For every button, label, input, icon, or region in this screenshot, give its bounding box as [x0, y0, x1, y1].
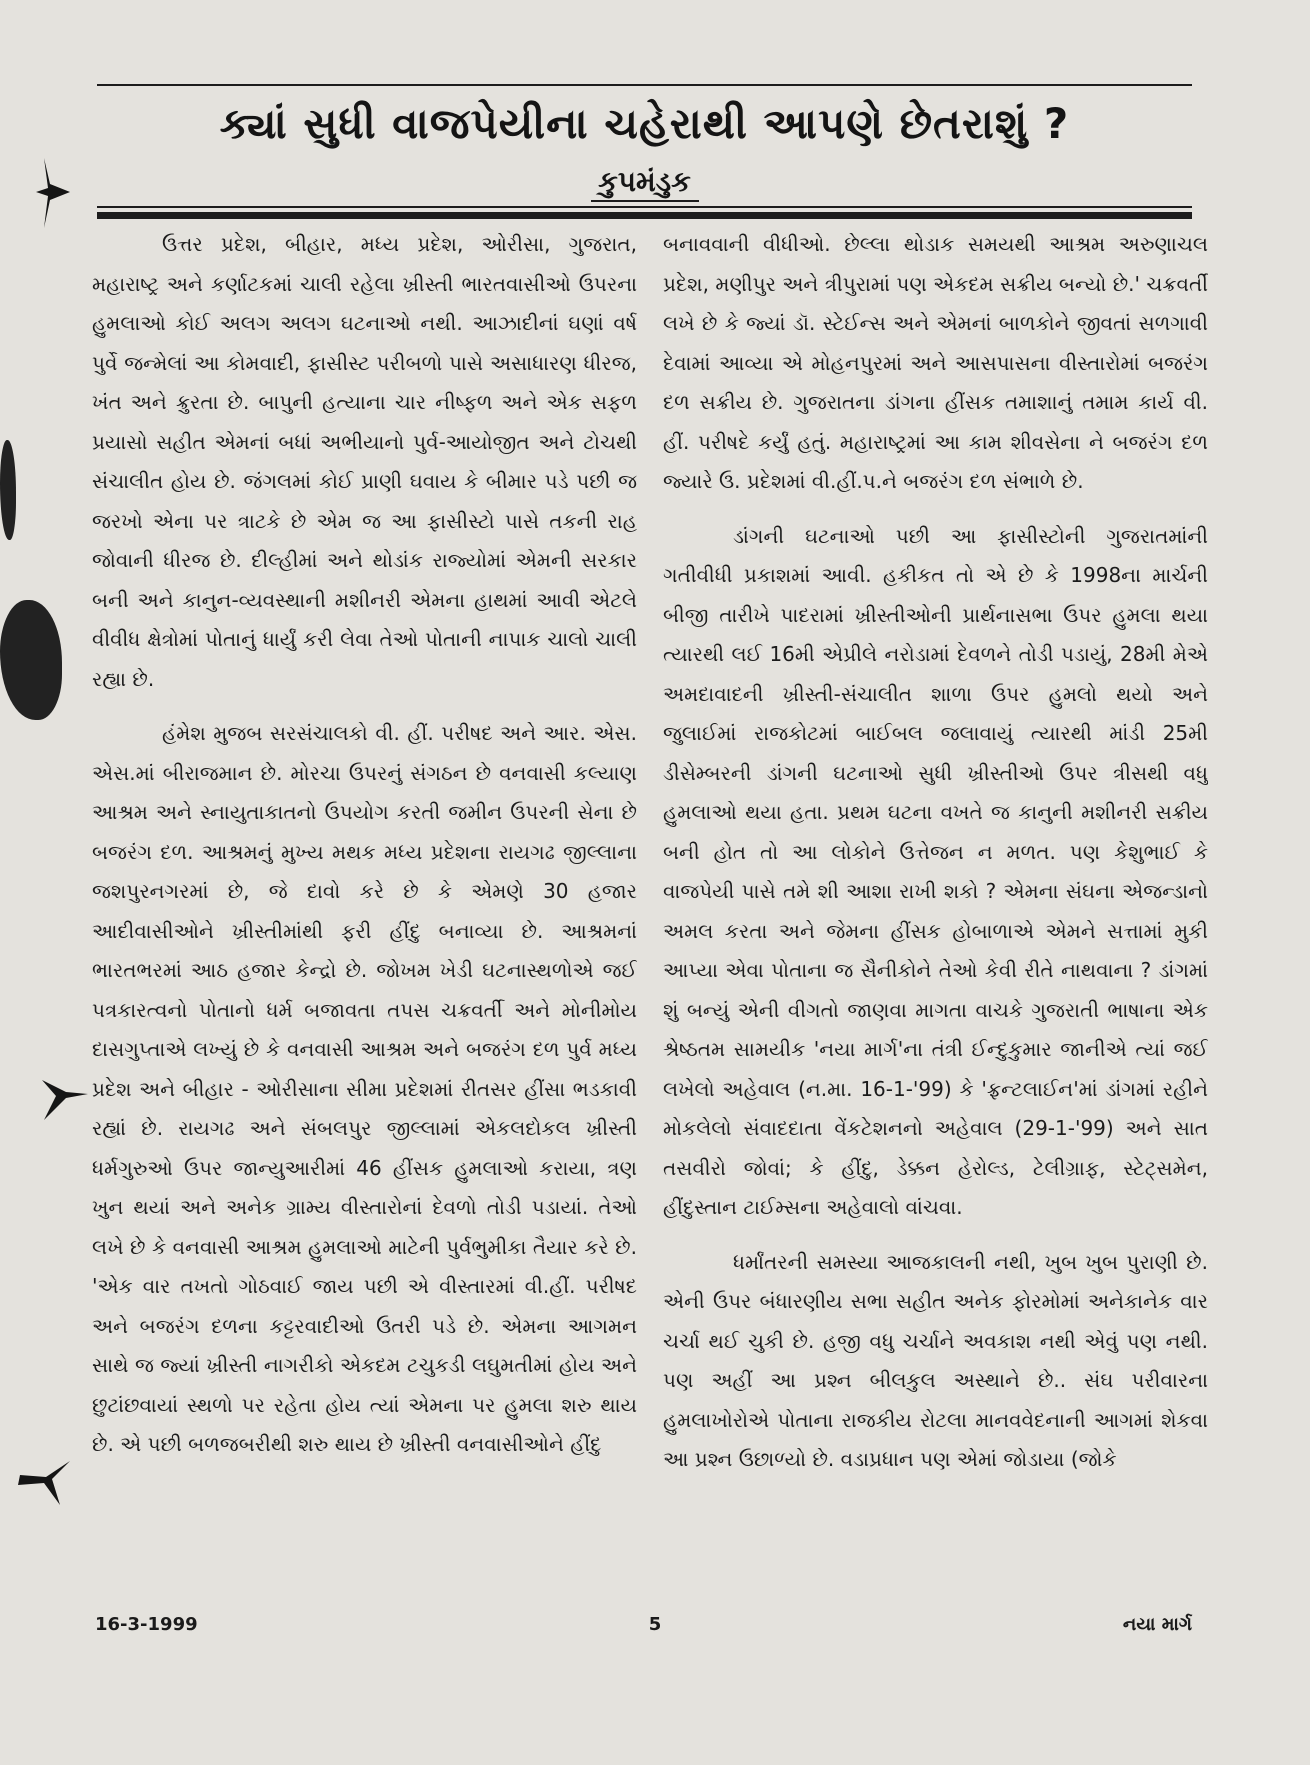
- torn-edge: [0, 600, 62, 720]
- footer-date: 16-3-1999: [95, 1614, 198, 1635]
- paragraph-3: ડાંગની ઘટનાઓ પછી આ ફાસીસ્ટોની ગુજરાતમાંની ગતીવીધી પ્રકાશમાં આવી. હકીકત તો એ છે કે 1998ના માર્ચની બીજી તારીખે પાદરામાં ખ્રીસ્તીઓની પ્રાર્થનાસભા ઉપર હુમલા થયા ત્યારથી લઈ 16મી એપ્રીલે નરોડામાં દેવળને તોડી પડાયું, 28મી મેએ અમદાવાદની ખ્રીસ્તી-સંચાલીત શાળા ઉપર હુમલો થયો અને જુલાઈમાં રાજકોટમાં બાઈબલ જલાવાયું ત્યારથી માંડી 25મી ડીસેમ્બરની ડાંગની ઘટનાઓ સુધી ખ્રીસ્તીઓ ઉપર ત્રીસથી વધુ હુમલાઓ થયા હતા. પ્રથમ ઘટના વખતે જ કાનુની મશીનરી સક્રીય બની હોત તો આ લોકોને ઉત્તેજન ન મળત. પણ કેશુભાઈ કે વાજપેયી પાસે તમે શી આશા રાખી શકો ? એમના સંઘના એજન્ડાનો અમલ કરતા અને જેમના હીંસક હોબાળાએ એમને સત્તામાં મુકી આપ્યા એવા પોતાના જ સૈનીકોને તેઓ કેવી રીતે નાથવાના ? ડાંગમાં શું બન્યું એની વીગતો જાણવા માગતા વાચકે ગુજરાતી ભાષાના એક શ્રેષ્ઠતમ સામયીક 'નયા માર્ગ'ના તંત્રી ઈન્દુકુમાર જાનીએ ત્યાં જઈ લખેલો અહેવાલ (ન.મા. 16-1-'99) કે 'ફ્રન્ટલાઈન'માં ડાંગમાં રહીને મોકલેલો સંવાદદાતા વેંકટેશનનો અહેવાલ (29-1-'99) અને સાત તસવીરો જોવાં; કે હીંદુ, ડેક્કન હેરોલ્ડ, ટેલીગ્રાફ, સ્ટેટ્સમેન, હીંદુસ્તાન ટાઈમ્સના અહેવાલો વાંચવા.: [663, 523, 1208, 1219]
- right-column: [663, 225, 1208, 1765]
- paragraph-4: ધર્માંતરની સમસ્યા આજકાલની નથી, ખુબ ખુબ પુરાણી છે. એની ઉપર બંધારણીય સભા સહીત અનેક ફોરમોમાં અનેકાનેક વાર ચર્ચા થઈ ચુકી છે. હજી વધુ ચર્ચાને અવકાશ નથી એવું પણ નથી. પણ અહીં આ પ્રશ્ન બીલકુલ અસ્થાને છે.. સંઘ પરીવારના હુમલાખોરોએ પોતાના રાજકીય રોટલા માનવવેદનાની આગમાં શેકવા આ પ્રશ્ન ઉછાળ્યો છે. વડાપ્રધાન પણ એમાં જોડાયા (જોકે: [663, 1249, 1208, 1471]
- footer-page-number: 5: [648, 1614, 662, 1635]
- footer-magazine-name: નયા માર્ગ: [1122, 1614, 1192, 1635]
- margin-arrow-icon: [40, 1072, 90, 1128]
- paragraph-2-continued: બનાવવાની વીધીઓ. છેલ્લા થોડાક સમયથી આશ્રમ અરુણાચલ પ્રદેશ, મણીપુર અને ત્રીપુરામાં પણ એકદમ સક્રીય બન્યો છે.' ચક્રવર્તી લખે છે કે જ્યાં ડૉ. સ્ટેઈન્સ અને એમનાં બાળકોને જીવતાં સળગાવી દેવામાં આવ્યા એ મોહનપુરમાં અને આસપાસના વીસ્તારોમાં બજરંગ દળ સક્રીય છે. ગુજરાતના ડાંગના હીંસક તમાશાનું તમામ કાર્ય વી. હીં. પરીષદે કર્યું હતું. મહારાષ્ટ્રમાં આ કામ શીવસેના ને બજરંગ દળ જ્યારે ઉ. પ્રદેશમાં વી.હીં.પ.ને બજરંગ દળ સંભાળે છે.: [663, 232, 1208, 493]
- margin-bullet-icon: [36, 158, 72, 228]
- header-rule-thin: [97, 206, 1192, 208]
- header-rule-thick: [97, 212, 1192, 219]
- paragraph-2: હંમેશ મુજબ સરસંચાલકો વી. હીં. પરીષદ અને આર. એસ. એસ.માં બીરાજમાન છે. મોરચા ઉપરનું સંગઠન છે વનવાસી કલ્યાણ આશ્રમ અને સ્નાયુતાકાતનો ઉપયોગ કરતી જમીન ઉપરની સેના છે બજરંગ દળ. આશ્રમનું મુખ્ય મથક મધ્ય પ્રદેશના રાયગઢ જીલ્લાના જશપુરનગરમાં છે, જે દાવો કરે છે કે એમણે 30 હજાર આદીવાસીઓને ખ્રીસ્તીમાંથી ફરી હીંદુ બનાવ્યા છે. આશ્રમનાં ભારતભરમાં આઠ હજાર કેન્દ્રો છે. જોખમ ખેડી ઘટનાસ્થળોએ જઈ પત્રકારત્વનો પોતાનો ધર્મ બજાવતા તપસ ચક્રવર્તી અને મોનીમોય દાસગુપ્તાએ લખ્યું છે કે વનવાસી આશ્રમ અને બજરંગ દળ પુર્વ મધ્ય પ્રદેશ અને બીહાર - ઓરીસાના સીમા પ્રદેશમાં રીતસર હીંસા ભડકાવી રહ્યાં છે. રાયગઢ અને સંબલપુર જીલ્લામાં એકલદોકલ ખ્રીસ્તી ધર્મગુરુઓ ઉપર જાન્યુઆરીમાં 46 હીંસક હુમલાઓ કરાયા, ત્રણ ખુન થયાં અને અનેક ગ્રામ્ય વીસ્તારોનાં દેવળો તોડી પડાયાં. તેઓ લખે છે કે વનવાસી આશ્રમ હુમલાઓ માટેની પુર્વભુમીકા તૈયાર કરે છે. 'એક વાર તખતો ગોઠવાઈ જાય પછી એ વીસ્તારમાં વી.હીં. પરીષદ અને બજરંગ દળના કટ્ટરવાદીઓ ઉતરી પડે છે. એમના આગમન સાથે જ જ્યાં ખ્રીસ્તી નાગરીકો એકદમ ટચુકડી લઘુમતીમાં હોય અને છુટાંછવાયાં સ્થળો પર રહેતા હોય ત્યાં એમના પર હુમલા શરુ થાય છે. એ પછી બળજબરીથી શરુ થાય છે ખ્રીસ્તી વનવાસીઓને હીંદુ: [92, 721, 637, 1456]
- top-rule: [97, 84, 1192, 86]
- author-underline: [591, 200, 699, 202]
- torn-edge-upper: [0, 440, 16, 540]
- margin-arrow-icon-lower: [16, 1455, 72, 1507]
- article-author: કુપમંડુક: [598, 165, 691, 198]
- article-title: ક્યાં સુધી વાજપેયીના ચહેરાથી આપણે છેતરાશું ?: [219, 99, 1070, 148]
- left-column: [92, 225, 637, 1765]
- paragraph-1: ઉત્તર પ્રદેશ, બીહાર, મધ્ય પ્રદેશ, ઓરીસા, ગુજરાત, મહારાષ્ટ્ર અને કર્ણાટકમાં ચાલી રહેલા ખ્રીસ્તી ભારતવાસીઓ ઉપરના હુમલાઓ કોઈ અલગ અલગ ઘટનાઓ નથી. આઝાદીનાં ઘણાં વર્ષ પુર્વે જન્મેલાં આ કોમવાદી, ફાસીસ્ટ પરીબળો પાસે અસાધારણ ધીરજ, ખંત અને ક્રુરતા છે. બાપુની હત્યાના ચાર નીષ્ફળ અને એક સફળ પ્રયાસો સહીત એમનાં બધાં અભીયાનો પુર્વ-આયોજીત અને ટોચથી સંચાલીત હોય છે. જંગલમાં કોઈ પ્રાણી ઘવાય કે બીમાર પડે પછી જ જરખો એના પર ત્રાટકે છે એમ જ આ ફાસીસ્ટો પાસે તકની રાહ જોવાની ધીરજ છે. દીલ્હીમાં અને થોડાંક રાજ્યોમાં એમની સરકાર બની અને કાનુન-વ્યવસ્થાની મશીનરી એમના હાથમાં આવી એટલે વીવીધ ક્ષેત્રોમાં પોતાનું ધાર્યું કરી લેવા તેઓ પોતાની નાપાક ચાલો ચાલી રહ્યા છે.: [92, 232, 637, 691]
